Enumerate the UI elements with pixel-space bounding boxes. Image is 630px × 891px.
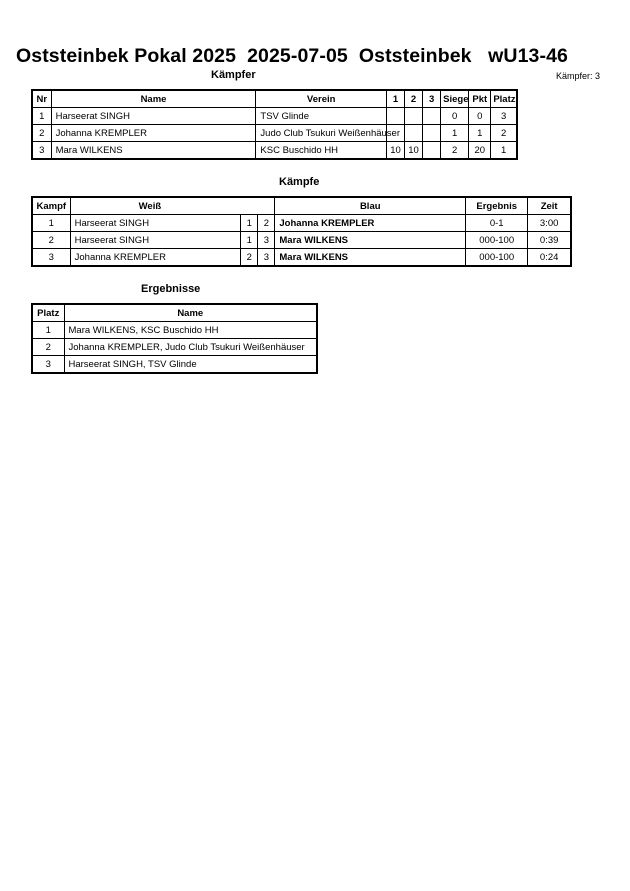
fight-number: 2 — [32, 232, 70, 249]
table-row — [32, 108, 517, 125]
fighters-header-row — [32, 90, 517, 108]
col-round-2: 2 — [405, 90, 423, 108]
col-round-3: 3 — [423, 90, 441, 108]
fight-blue-nr: 2 — [258, 215, 275, 232]
fighter-wins: 2 — [441, 142, 469, 160]
fighter-name: Johanna KREMPLER — [51, 125, 256, 142]
fighter-r2: 10 — [405, 142, 423, 160]
fighter-r3 — [423, 142, 441, 160]
result-name: Johanna KREMPLER, Judo Club Tsukuri Weißenhäuser — [64, 339, 317, 356]
fighter-place: 2 — [491, 125, 517, 142]
fighter-points: 1 — [469, 125, 491, 142]
fighters-table — [31, 89, 518, 160]
fight-time: 0:39 — [528, 232, 571, 249]
table-row — [32, 322, 317, 339]
fighter-wins: 0 — [441, 108, 469, 125]
col-place: Platz — [32, 304, 64, 322]
fight-blue: Mara WILKENS — [275, 249, 466, 267]
fighter-wins: 1 — [441, 125, 469, 142]
fight-blue-nr: 3 — [258, 232, 275, 249]
fights-header-row — [32, 197, 571, 215]
fight-number: 1 — [32, 215, 70, 232]
col-club: Verein — [256, 90, 387, 108]
result-name: Mara WILKENS, KSC Buschido HH — [64, 322, 317, 339]
results-header-row — [32, 304, 317, 322]
fight-white-nr: 2 — [241, 249, 258, 267]
table-row — [32, 215, 571, 232]
fight-white-nr: 1 — [241, 215, 258, 232]
fighter-club: KSC Buschido HH — [256, 142, 387, 160]
col-place: Platz — [491, 90, 517, 108]
fight-result: 0-1 — [466, 215, 528, 232]
col-name: Name — [51, 90, 256, 108]
table-row — [32, 249, 571, 267]
fighter-r1: 10 — [386, 142, 404, 160]
fight-white: Harseerat SINGH — [70, 232, 241, 249]
table-row — [32, 356, 317, 374]
page-title: Oststeinbek Pokal 2025 2025-07-05 Oststeinbek wU13-46 — [16, 45, 568, 67]
fight-time: 3:00 — [528, 215, 571, 232]
col-fight: Kampf — [32, 197, 70, 215]
table-row — [32, 125, 517, 142]
table-row — [32, 339, 317, 356]
result-place: 3 — [32, 356, 64, 374]
table-row — [32, 142, 517, 160]
fighters-heading: Kämpfer — [211, 69, 256, 81]
fighter-r2 — [405, 108, 423, 125]
fight-white: Johanna KREMPLER — [70, 249, 241, 267]
fighter-nr: 1 — [32, 108, 51, 125]
col-round-1: 1 — [386, 90, 404, 108]
fight-blue: Mara WILKENS — [275, 232, 466, 249]
table-row — [32, 232, 571, 249]
fighter-points: 20 — [469, 142, 491, 160]
fighter-place: 1 — [491, 142, 517, 160]
fighter-club: Judo Club Tsukuri Weißenhäuser — [256, 125, 387, 142]
fights-heading: Kämpfe — [279, 176, 320, 188]
col-result: Ergebnis — [466, 197, 528, 215]
fight-result: 000-100 — [466, 232, 528, 249]
col-nr: Nr — [32, 90, 51, 108]
fights-table — [31, 196, 572, 267]
results-heading: Ergebnisse — [141, 283, 201, 295]
fighter-club: TSV Glinde — [256, 108, 387, 125]
col-white: Weiß — [70, 197, 275, 215]
fighter-name: Mara WILKENS — [51, 142, 256, 160]
result-place: 2 — [32, 339, 64, 356]
fighter-r2 — [405, 125, 423, 142]
fighter-points: 0 — [469, 108, 491, 125]
fighter-r1 — [386, 108, 404, 125]
fighter-count: Kämpfer: 3 — [555, 71, 600, 81]
fighter-r3 — [423, 125, 441, 142]
col-points: Pkt — [469, 90, 491, 108]
fight-time: 0:24 — [528, 249, 571, 267]
fighter-r3 — [423, 108, 441, 125]
col-wins: Siege — [441, 90, 469, 108]
fighter-place: 3 — [491, 108, 517, 125]
col-time: Zeit — [528, 197, 571, 215]
fight-white: Harseerat SINGH — [70, 215, 241, 232]
fight-blue-nr: 3 — [258, 249, 275, 267]
fighter-name: Harseerat SINGH — [51, 108, 256, 125]
col-name: Name — [64, 304, 317, 322]
result-place: 1 — [32, 322, 64, 339]
fighter-nr: 2 — [32, 125, 51, 142]
result-name: Harseerat SINGH, TSV Glinde — [64, 356, 317, 374]
results-table — [31, 303, 318, 374]
fight-white-nr: 1 — [241, 232, 258, 249]
col-blue: Blau — [275, 197, 466, 215]
fight-number: 3 — [32, 249, 70, 267]
fight-result: 000-100 — [466, 249, 528, 267]
fighter-nr: 3 — [32, 142, 51, 160]
fight-blue: Johanna KREMPLER — [275, 215, 466, 232]
